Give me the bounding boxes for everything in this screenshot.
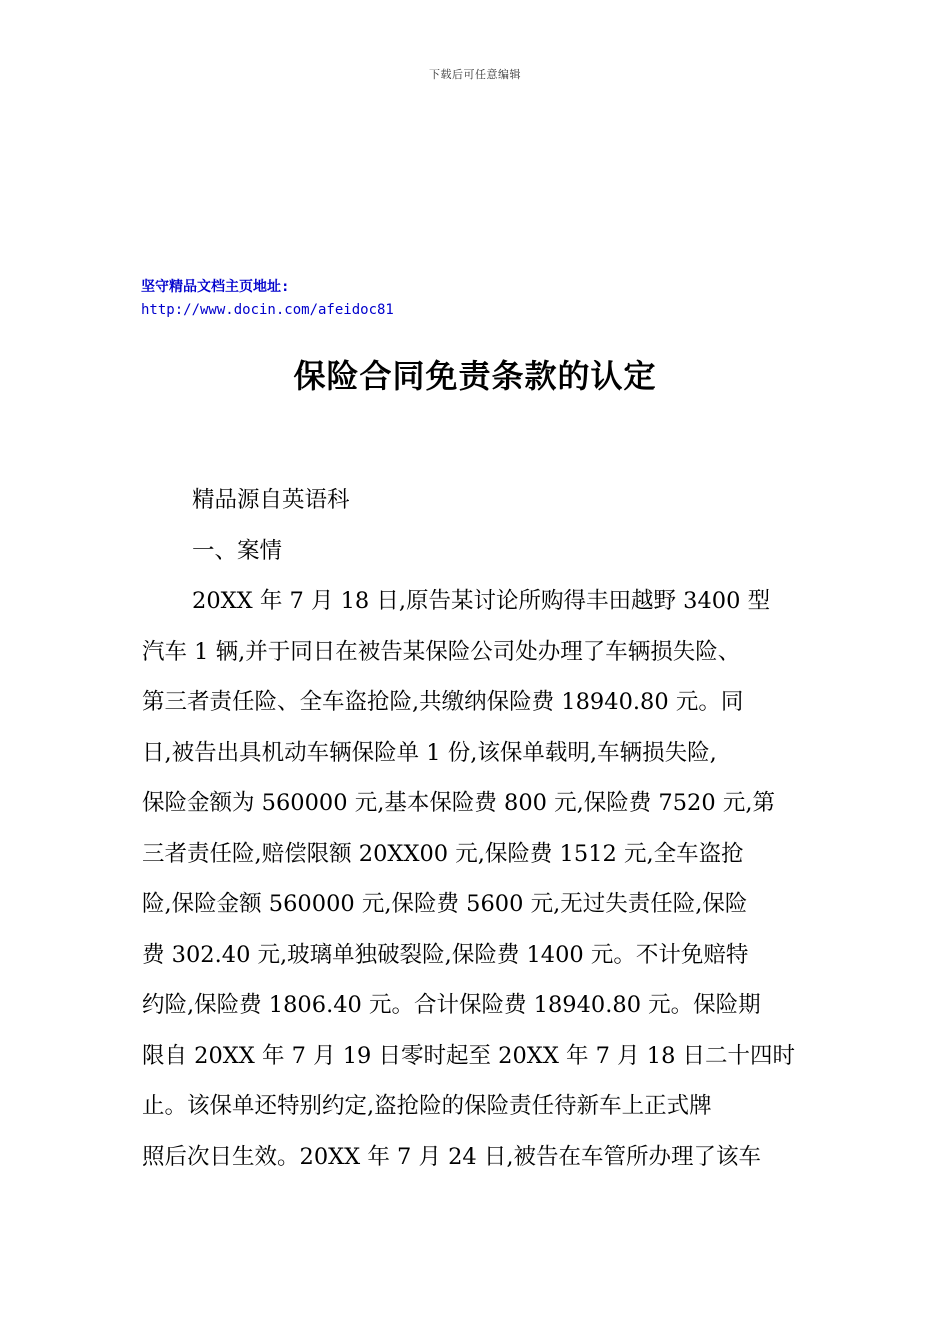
body-line: 费 302.40 元,玻璃单独破裂险,保险费 1400 元。不计免赔特 [142, 941, 749, 968]
promo-label: 坚守精品文档主页地址: [141, 279, 290, 295]
document-body [142, 475, 822, 1182]
body-line: 汽车 1 辆,并于同日在被告某保险公司处办理了车辆损失险、 [142, 638, 741, 665]
body-line: 限自 20XX 年 7 月 19 日零时起至 20XX 年 7 月 18 日二十四时 [142, 1042, 796, 1069]
body-line: 险,保险金额 560000 元,保险费 5600 元,无过失责任险,保险 [142, 891, 748, 917]
body-line: 照后次日生效。20XX 年 7 月 24 日,被告在车管所办理了该车 [142, 1143, 762, 1170]
body-line: 20XX 年 7 月 18 日,原告某讨论所购得丰田越野 3400 型 [192, 588, 771, 614]
body-line: 日,被告出具机动车辆保险单 1 份,该保单载明,车辆损失险, [142, 739, 717, 766]
section-heading: 一、案情 [192, 537, 283, 564]
body-line: 保险金额为 560000 元,基本保险费 800 元,保险费 7520 元,第 [142, 790, 775, 816]
promo-block [141, 276, 394, 322]
promo-url-link[interactable]: http://www.docin.com/afeidoc81 [141, 302, 394, 318]
body-line: 第三者责任险、全车盗抢险,共缴纳保险费 18940.80 元。同 [142, 689, 744, 715]
page-header-note: 下载后可任意编辑 [429, 68, 521, 81]
body-line: 精品源自英语科 [192, 487, 350, 513]
body-line: 约险,保险费 1806.40 元。合计保险费 18940.80 元。保险期 [142, 992, 761, 1018]
body-line: 三者责任险,赔偿限额 20XX00 元,保险费 1512 元,全车盗抢 [142, 840, 744, 867]
document-title: 保险合同免责条款的认定 [293, 357, 657, 395]
body-line: 止。该保单还特别约定,盗抢险的保险责任待新车上正式牌 [142, 1093, 712, 1119]
